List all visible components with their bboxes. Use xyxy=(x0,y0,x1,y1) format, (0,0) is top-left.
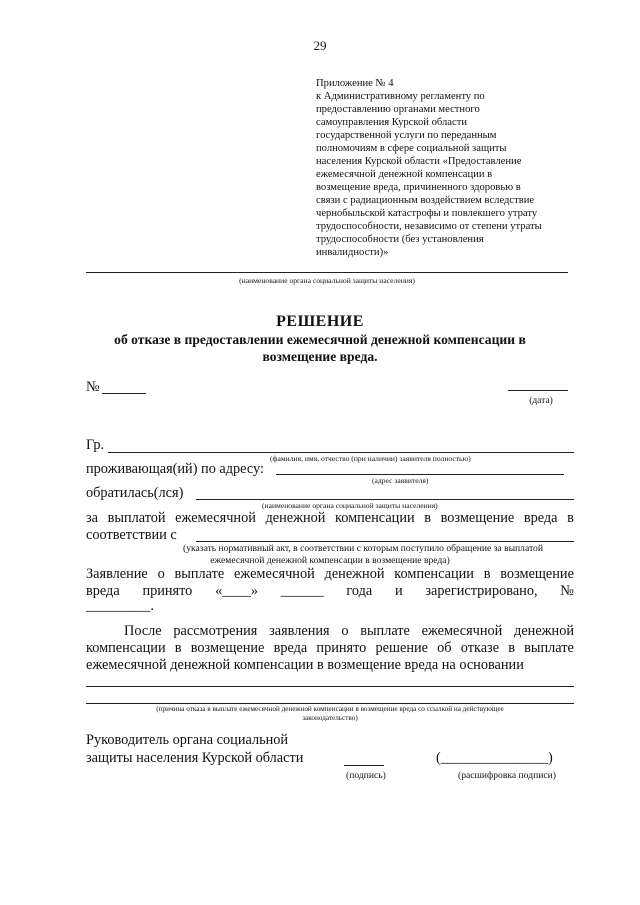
decision-subtitle-2: возмещение вреда. xyxy=(262,349,378,364)
appendix-line: возмещение вреда, причиненного здоровью в xyxy=(316,182,521,193)
date-caption: (дата) xyxy=(529,396,553,406)
org-name-caption: (наименование органа социальной защиты населения) xyxy=(239,276,415,285)
legal-act-caption-1: (указать нормативный акт, в соответствии с которым поступило обращение за выплатой xyxy=(183,543,543,554)
statement-line-1: Заявление о выплате ежемесячной денежной компенсации в возмещение xyxy=(86,566,574,582)
citizen-label: Гр. xyxy=(86,437,105,453)
decision-line-1: После рассмотрения заявления о выплате ежемесячной денежной xyxy=(124,623,574,639)
citizen-name-caption: (фамилия, имя, отчество (при наличии) заявителя полностью) xyxy=(270,454,471,463)
number-field[interactable] xyxy=(102,393,146,394)
org-name-line[interactable] xyxy=(86,272,568,273)
applied-org-caption: (наименование органа социальной защиты населения) xyxy=(262,501,438,510)
appendix-line: инвалидности)» xyxy=(316,247,389,258)
payment-line-2: соответствии с xyxy=(86,527,177,543)
appendix-block xyxy=(316,77,586,259)
appendix-line: полномочиям в сфере социальной защиты xyxy=(316,143,507,154)
reason-field-2[interactable] xyxy=(86,703,574,704)
decision-title: РЕШЕНИЕ xyxy=(276,313,364,330)
appendix-line: населения Курской области «Предоставление xyxy=(316,156,522,167)
legal-act-caption-2: ежемесячной денежной компенсации в возмещение вреда) xyxy=(210,555,450,566)
appendix-line: государственной услуги по переданным xyxy=(316,130,497,141)
signatory-title-2: защиты населения Курской области xyxy=(86,750,304,766)
signature-decoding-caption: (расшифровка подписи) xyxy=(458,770,556,781)
signature-field[interactable] xyxy=(344,765,384,766)
reason-caption-2: законодательство) xyxy=(302,714,358,722)
appendix-line: Приложение № 4 xyxy=(316,78,394,89)
signatory-title-1: Руководитель органа социальной xyxy=(86,732,289,748)
signature-caption: (подпись) xyxy=(346,770,386,781)
reason-caption-1: (причина отказа в выплате ежемесячной денежной компенсации в возмещение вреда со ссылкой на действующее xyxy=(156,705,504,713)
address-caption: (адрес заявителя) xyxy=(372,476,429,485)
applied-label: обратилась(лся) xyxy=(86,485,184,501)
address-field[interactable] xyxy=(276,474,564,475)
appendix-line: трудоспособности (без установления xyxy=(316,234,484,245)
signature-decoding-field[interactable]: (_______________) xyxy=(436,750,553,766)
appendix-line: чернобыльской катастрофы и повлекшего утрату xyxy=(316,208,538,219)
appendix-line: к Административному регламенту по xyxy=(316,91,485,102)
statement-line-2: вреда принято «____» ______ года и зарегистрировано, № xyxy=(86,583,574,599)
citizen-name-field[interactable] xyxy=(108,452,574,453)
address-label: проживающая(ий) по адресу: xyxy=(86,461,264,477)
statement-line-3: _________. xyxy=(86,598,154,614)
page-number: 29 xyxy=(313,38,327,53)
payment-line-1: за выплатой ежемесячной денежной компенсации в возмещение вреда в xyxy=(86,510,574,526)
legal-act-field[interactable] xyxy=(196,541,574,542)
appendix-line: ежемесячной денежной компенсации в xyxy=(316,169,493,180)
appendix-line: самоуправления Курской области xyxy=(316,117,468,128)
applied-org-field[interactable] xyxy=(196,499,574,500)
appendix-line: связи с радиационным воздействием вследствие xyxy=(316,195,535,206)
reason-field-1[interactable] xyxy=(86,686,574,687)
appendix-line: трудоспособности, независимо от степени утраты xyxy=(316,221,542,232)
decision-subtitle-1: об отказе в предоставлении ежемесячной денежной компенсации в xyxy=(114,332,526,347)
date-field[interactable] xyxy=(508,390,568,391)
appendix-line: предоставлению органами местного xyxy=(316,104,480,115)
number-label: № xyxy=(86,379,100,395)
decision-line-2: компенсации в возмещение вреда принято решение об отказе в выплате xyxy=(86,640,574,656)
decision-line-3: ежемесячной денежной компенсации в возмещение вреда на основании xyxy=(86,657,524,673)
